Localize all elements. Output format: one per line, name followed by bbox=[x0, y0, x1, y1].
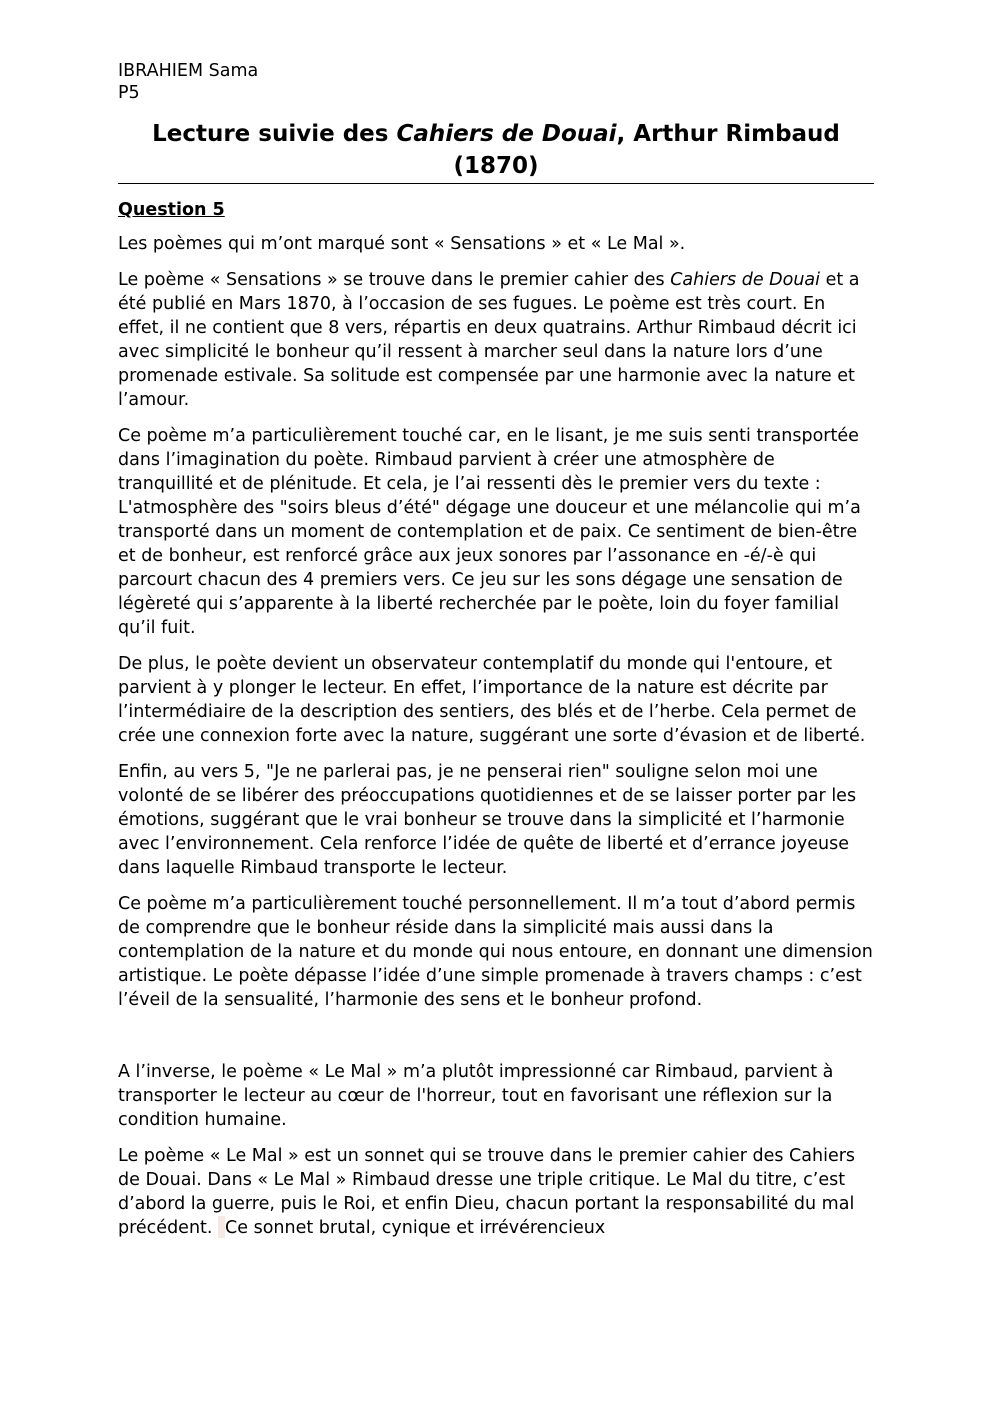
paragraph-le-mal-presentation bbox=[118, 1144, 874, 1240]
question-heading: Question 5 bbox=[118, 200, 225, 220]
title-part-2: , Arthur Rimbaud (1870) bbox=[453, 121, 840, 179]
document-page bbox=[118, 60, 874, 1240]
p2-italic: Cahiers de Douai bbox=[670, 270, 821, 290]
paragraph-sensations-feeling: Ce poème m’a particulièrement touché car, en le lisant, je me suis senti transportée dans l’imagination du poète. Rimbaud parvient à créer une atmosphère de tranquillité et de plénitude. Et cela, je l’ai ressenti dès le premier vers du texte : L'atmosphère des "soirs bleus d’été" dégage une douceur et une mélancolie qui m’a transporté dans un moment de contemplation et de paix. Ce sentiment de bien-être et de bonheur, est renforcé grâce aux jeux sonores par l’assonance en -é/-è qui parcourt chacun des 4 premiers vers. Ce jeu sur les sons dégage une sensation de légèreté qui s’apparente à la liberté recherchée par le poète, loin du foyer familial qu’il fuit. bbox=[118, 426, 861, 638]
p8-text-a: Le poème « Le Mal » est un sonnet qui se trouve dans le premier cahier des Cahiers de Douai. Dans « Le Mal » Rimbaud dresse une triple critique. Le Mal du titre, c’est d’abord la guerre, puis le Roi, et enfin Dieu, chacun portant la responsabilité du mal précédent. bbox=[118, 1146, 856, 1238]
class-label: P5 bbox=[118, 83, 140, 103]
paragraph-sensations-personal: Ce poème m’a particulièrement touché personnellement. Il m’a tout d’abord permis de comprendre que le bonheur réside dans la simplicité mais aussi dans la contemplation de la nature et du monde qui nous entoure, en donnant une dimension artistique. Le poète dépasse l’idée d’une simple promenade à travers champs : c’est l’éveil de la sensualité, l’harmonie des sens et le bonheur profond. bbox=[118, 894, 873, 1010]
paragraph-sensations-observer: De plus, le poète devient un observateur contemplatif du monde qui l'entoure, et parvient à y plonger le lecteur. En effet, l’importance de la nature est décrite par l’intermédiaire de la description des sentiers, des blés et de l’herbe. Cela permet de crée une connexion forte avec la nature, suggérant une sorte d’évasion et de liberté. bbox=[118, 654, 866, 746]
text-cursor-highlight bbox=[218, 1216, 225, 1238]
p2-text-b: et a été publié en Mars 1870, à l’occasion de ses fugues. Le poème est très court. En effet, il ne contient que 8 vers, répartis en deux quatrains. Arthur Rimbaud décrit ici avec simplicité le bonheur qu’il ressent à marcher seul dans la nature lors d’une promenade estivale. Sa solitude est compensée par une harmonie avec la nature et l’amour. bbox=[118, 270, 860, 410]
paragraph-sensations-vers5: Enfin, au vers 5, "Je ne parlerai pas, je ne penserai rien" souligne selon moi une volonté de se libérer des préoccupations quotidiennes et de se laisser porter par les émotions, suggérant que le vrai bonheur se trouve dans la simplicité et l’harmonie avec l’environnement. Cela renforce l’idée de quête de liberté et d’errance joyeuse dans laquelle Rimbaud transporte le lecteur. bbox=[118, 762, 857, 878]
author-name: IBRAHIEM Sama bbox=[118, 61, 259, 81]
p8-text-b: Ce sonnet brutal, cynique et irrévérencieux bbox=[225, 1218, 606, 1238]
paragraph-intro: Les poèmes qui m’ont marqué sont « Sensations » et « Le Mal ». bbox=[118, 234, 686, 254]
p2-text-a: Le poème « Sensations » se trouve dans le premier cahier des bbox=[118, 270, 671, 290]
paragraph-le-mal-intro: A l’inverse, le poème « Le Mal » m’a plutôt impressionné car Rimbaud, parvient à transporter le lecteur au cœur de l'horreur, tout en favorisant une réflexion sur la condition humaine. bbox=[118, 1062, 834, 1130]
paragraph-sensations-presentation bbox=[118, 268, 874, 412]
blank-line bbox=[118, 1012, 874, 1048]
document-title bbox=[118, 118, 874, 184]
title-italic: Cahiers de Douai bbox=[396, 121, 617, 147]
title-part-1: Lecture suivie des bbox=[152, 121, 397, 147]
